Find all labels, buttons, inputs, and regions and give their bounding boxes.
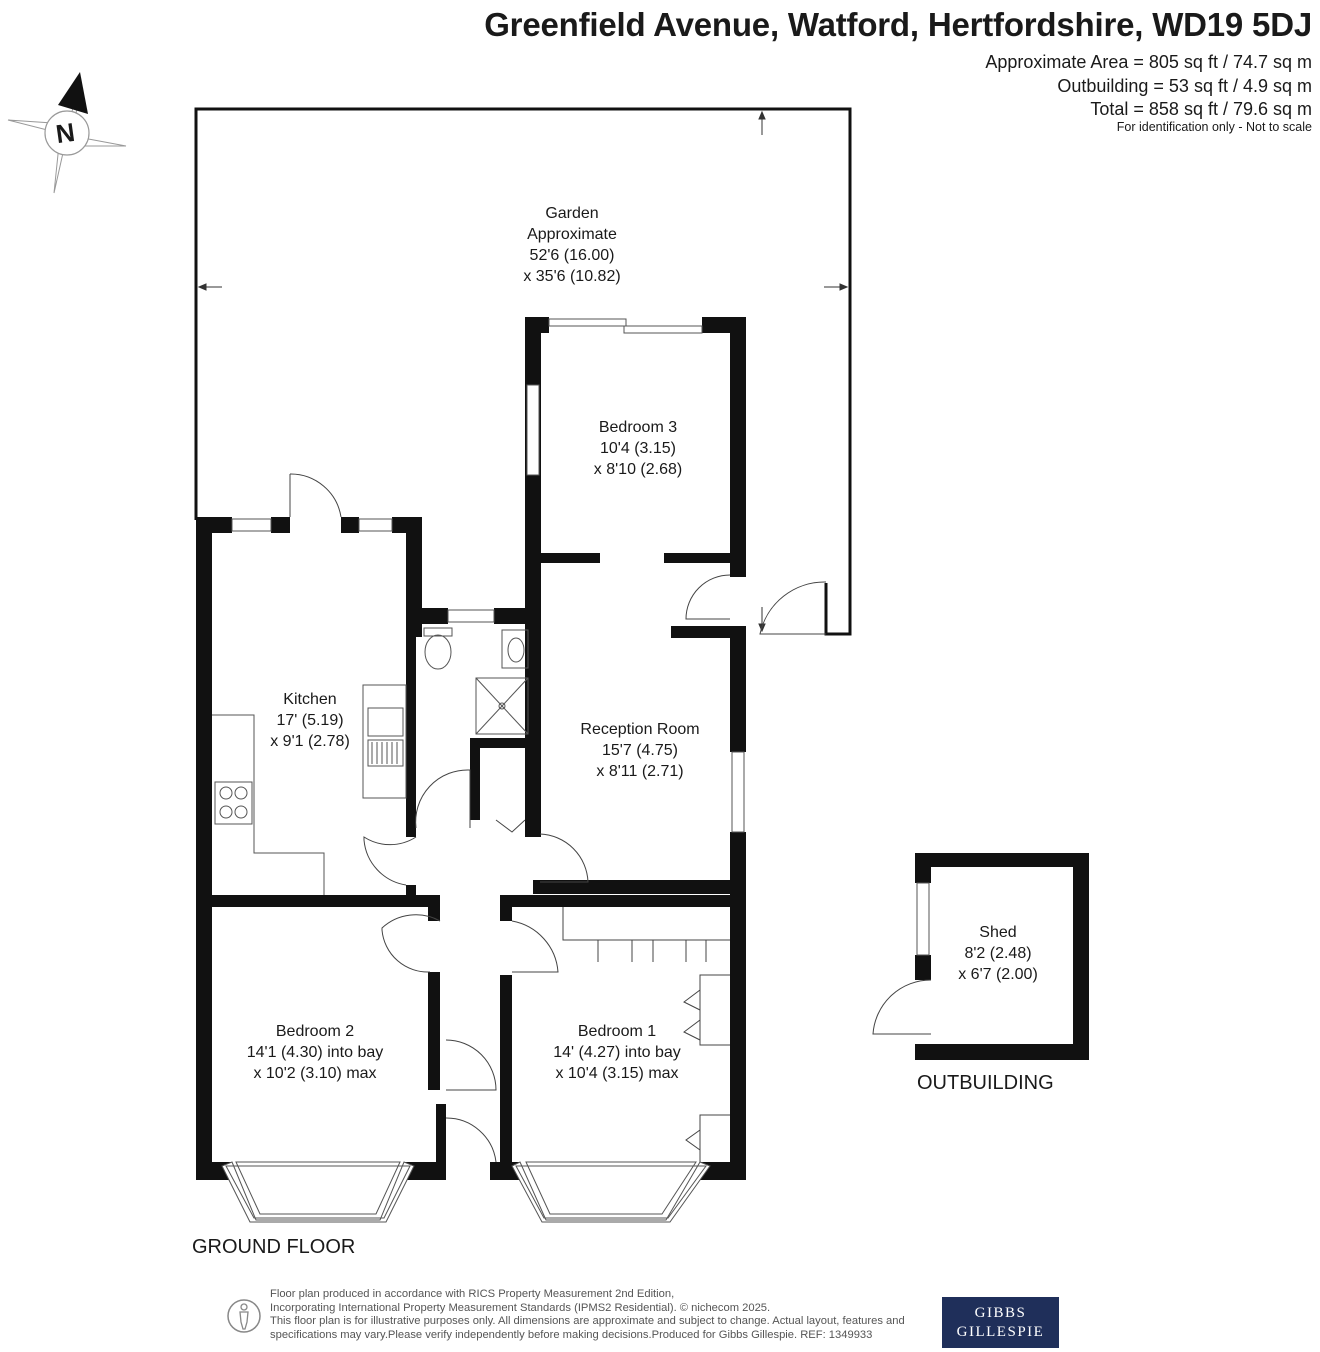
ground-floor-label: GROUND FLOOR <box>192 1236 356 1258</box>
approximate-area: Approximate Area = 805 sq ft / 74.7 sq m <box>985 52 1312 72</box>
garden-boundary <box>196 109 850 634</box>
room-label-garden: Garden Approximate 52'6 (16.00) x 35'6 (10.82) <box>523 205 621 285</box>
outbuilding-label: OUTBUILDING <box>917 1072 1054 1094</box>
identification-note: For identification only - Not to scale <box>1116 120 1312 134</box>
total-area: Total = 858 sq ft / 79.6 sq m <box>1090 99 1312 119</box>
windows <box>222 319 929 1222</box>
page-title: Greenfield Avenue, Watford, Hertfordshire, WD19 5DJ <box>484 6 1312 43</box>
room-label-bedroom-2: Bedroom 2 14'1 (4.30) into bay x 10'2 (3.10) max <box>246 1023 384 1082</box>
bathroom-fittings <box>424 628 528 734</box>
compass-north-letter: N <box>53 116 77 150</box>
footer-disclaimer: Floor plan produced in accordance with RICS Property Measurement 2nd Edition, Incorporating International Property Measurement Standards (IPMS2 Residential). © nichecom 2025. This floor plan is for illustrative purposes only. All dimensions are approximate and subject to change. Actual layout, features and specifications may vary.Please verify independently before making decisions.Produced for Gibbs Gillespie. REF: 1349933 <box>270 1288 905 1341</box>
outbuilding-area: Outbuilding = 53 sq ft / 4.9 sq m <box>1057 76 1312 96</box>
room-label-shed: Shed 8'2 (2.48) x 6'7 (2.00) <box>958 924 1038 983</box>
room-label-bedroom-3: Bedroom 3 10'4 (3.15) x 8'10 (2.68) <box>593 419 683 478</box>
room-label-kitchen: Kitchen 17' (5.19) x 9'1 (2.78) <box>270 691 350 750</box>
person-scale-icon <box>226 1296 262 1336</box>
room-label-bedroom-1: Bedroom 1 14' (4.27) into bay x 10'4 (3.15) max <box>553 1023 681 1082</box>
room-label-reception-room: Reception Room 15'7 (4.75) x 8'11 (2.71) <box>580 721 700 780</box>
agent-logo: GIBBS GILLESPIE <box>942 1297 1059 1348</box>
garden-dimension-arrows <box>199 112 847 631</box>
